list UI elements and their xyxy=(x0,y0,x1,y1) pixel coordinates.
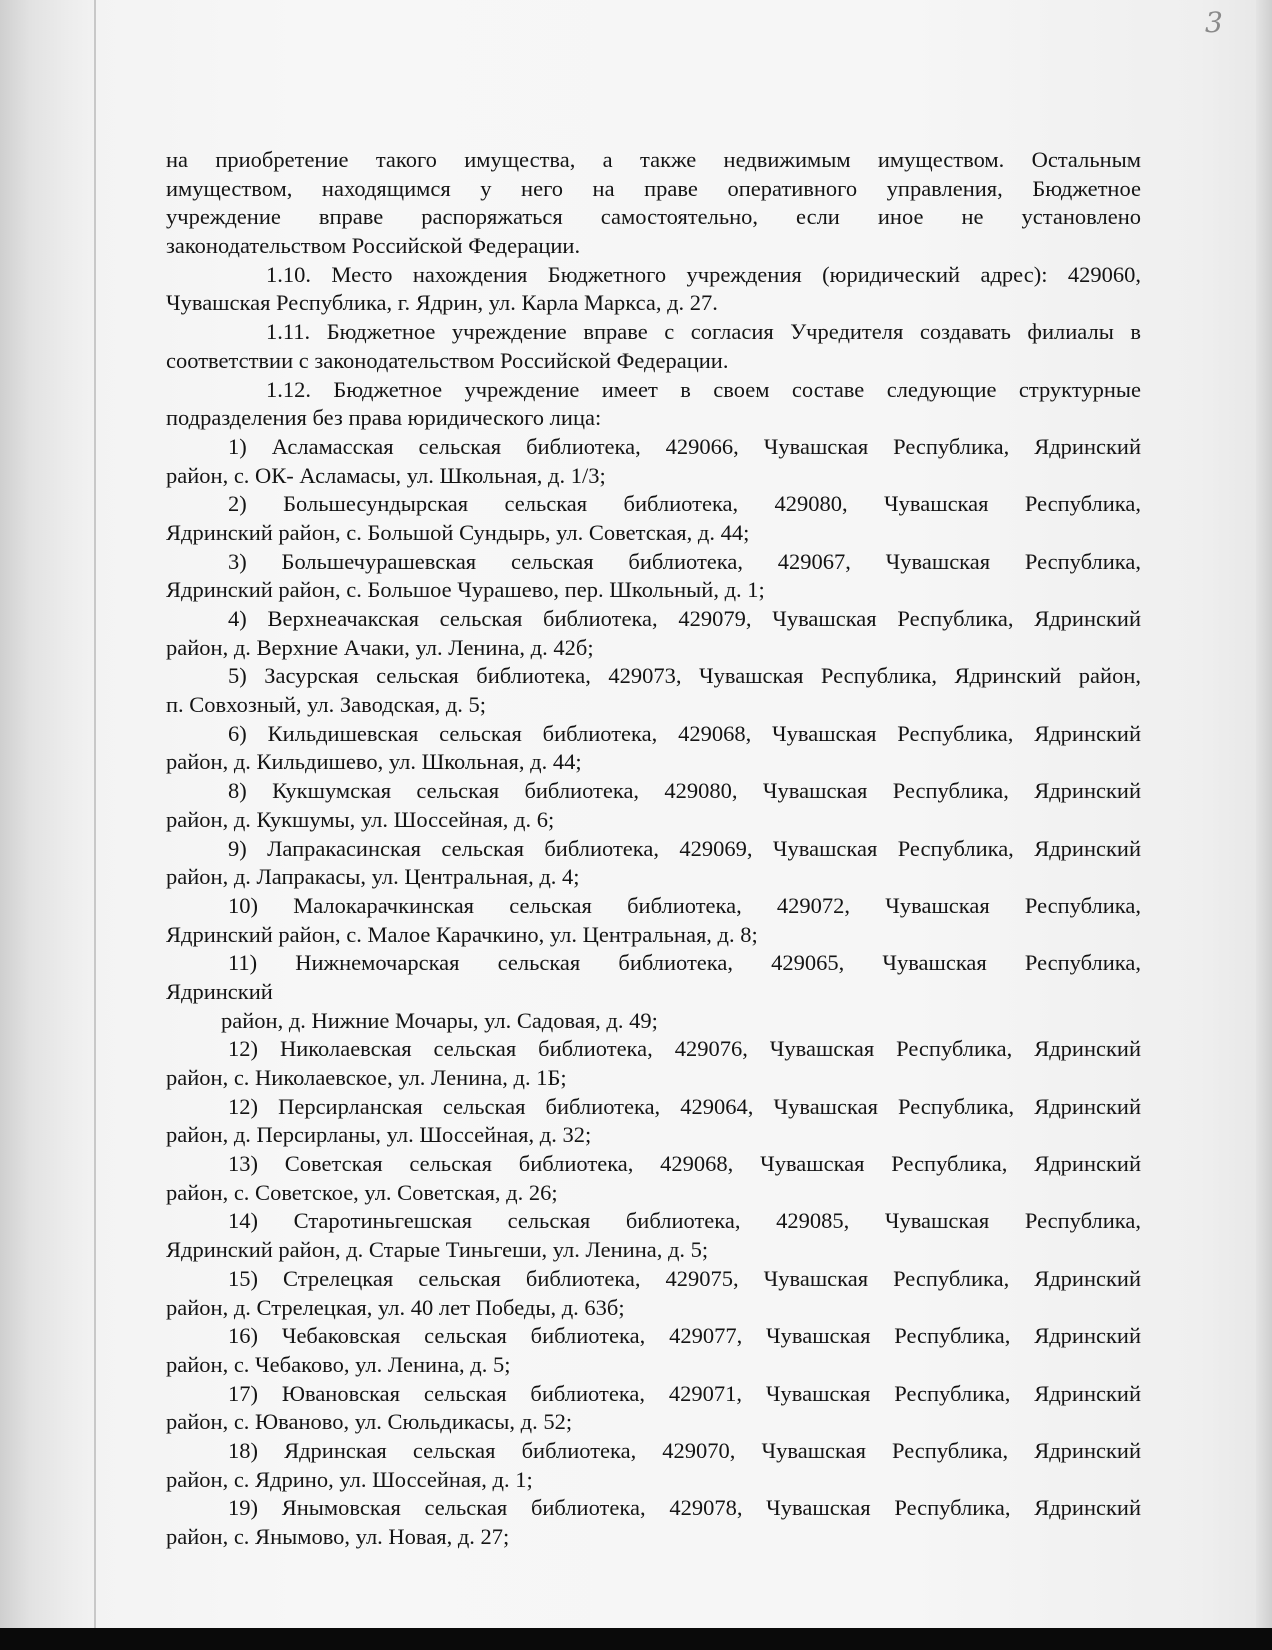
text-line: законодательством Российской Федерации. xyxy=(166,233,581,259)
page-fold-line xyxy=(94,0,96,1650)
list-item-cont: район, с. Юваново, ул. Сюльдикасы, д. 52; xyxy=(166,1409,573,1435)
clause-1-10-line: 1.10. Место нахождения Бюджетного учреждения (юридический адрес): 429060, xyxy=(266,261,1141,287)
text-line: учреждение вправе распоряжаться самостоятельно, если иное не установлено xyxy=(166,204,1141,230)
list-item-cont: район, с. Чебаково, ул. Ленина, д. 5; xyxy=(166,1351,511,1377)
list-item-cont: район, д. Стрелецкая, ул. 40 лет Победы, д. 63б; xyxy=(166,1294,625,1320)
list-item-cont: Ядринский район, с. Большой Сундырь, ул. Советская, д. 44; xyxy=(166,519,750,545)
list-item-start: 4) Верхнеачакская сельская библиотека, 429079, Чувашская Республика, Ядринский xyxy=(228,606,1141,631)
list-item-cont: район, с. Янымово, ул. Новая, д. 27; xyxy=(166,1524,510,1549)
document-body xyxy=(166,146,1141,1552)
text-line: на приобретение такого имущества, а также недвижимым имуществом. Остальным xyxy=(166,147,1141,172)
list-item-cont: район, д. Верхние Ачаки, ул. Ленина, д. 42б; xyxy=(166,634,594,660)
list-item-start: 10) Малокарачкинская сельская библиотека, 429072, Чувашская Республика, xyxy=(228,892,1141,918)
list-item-start: 8) Кукшумская сельская библиотека, 429080, Чувашская Республика, Ядринский xyxy=(228,778,1141,804)
list-item-cont: район, д. Кукшумы, ул. Шоссейная, д. 6; xyxy=(166,806,555,832)
handwritten-page-number: 3 xyxy=(1205,6,1223,39)
text-line: имуществом, находящимся у него на праве оперативного управления, Бюджетное xyxy=(166,175,1141,201)
page-left-edge xyxy=(0,0,95,1650)
list-item-start: 15) Стрелецкая сельская библиотека, 429075, Чувашская Республика, Ядринский xyxy=(228,1265,1141,1291)
list-item-start: 12) Персирланская сельская библиотека, 429064, Чувашская Республика, Ядринский xyxy=(228,1093,1141,1119)
list-item-start: 14) Старотиньгешская сельская библиотека, 429085, Чувашская Республика, xyxy=(228,1208,1141,1234)
list-item-start: 6) Кильдишевская сельская библиотека, 429068, Чувашская Республика, Ядринский xyxy=(228,720,1141,746)
clause-1-11-line: 1.11. Бюджетное учреждение вправе с согласия Учредителя создавать филиалы в xyxy=(266,319,1141,345)
list-item-cont: Ядринский xyxy=(166,978,273,1004)
clause-1-12-line: 1.12. Бюджетное учреждение имеет в своем составе следующие структурные xyxy=(266,376,1141,402)
list-item-start: 3) Большечурашевская сельская библиотека, 429067, Чувашская Республика, xyxy=(228,548,1141,574)
list-item-cont: район, с. Ядрино, ул. Шоссейная, д. 1; xyxy=(166,1466,533,1492)
page-right-edge xyxy=(1256,0,1272,1650)
list-item-cont: район, д. Нижние Мочары, ул. Садовая, д. 49; xyxy=(221,1007,658,1033)
list-item-start: 5) Засурская сельская библиотека, 429073, Чувашская Республика, Ядринский район, xyxy=(228,663,1141,689)
list-item-cont: район, д. Персирланы, ул. Шоссейная, д. 32; xyxy=(166,1122,592,1148)
list-item-cont: Ядринский район, д. Старые Тиньгеши, ул. Ленина, д. 5; xyxy=(166,1237,709,1263)
list-item-cont: район, с. ОК- Асламасы, ул. Школьная, д. 1/3; xyxy=(166,462,606,488)
list-item-start: 13) Советская сельская библиотека, 429068, Чувашская Республика, Ядринский xyxy=(228,1151,1141,1177)
list-item-start: 9) Лапракасинская сельская библиотека, 429069, Чувашская Республика, Ядринский xyxy=(228,835,1141,861)
list-item-start: 1) Асламасская сельская библиотека, 429066, Чувашская Республика, Ядринский xyxy=(228,433,1141,459)
list-item-cont: Ядринский район, с. Малое Карачкино, ул. Центральная, д. 8; xyxy=(166,921,758,947)
list-item-start: 18) Ядринская сельская библиотека, 429070, Чувашская Республика, Ядринский xyxy=(228,1437,1141,1463)
list-item-start: 11) Нижнемочарская сельская библиотека, 429065, Чувашская Республика, xyxy=(228,950,1141,976)
list-item-cont: Ядринский район, с. Большое Чурашево, пер. Школьный, д. 1; xyxy=(166,577,765,603)
scan-bottom-border xyxy=(0,1628,1272,1650)
list-item-cont: район, с. Николаевское, ул. Ленина, д. 1Б; xyxy=(166,1065,567,1090)
list-item-start: 17) Ювановская сельская библиотека, 429071, Чувашская Республика, Ядринский xyxy=(228,1380,1141,1406)
list-item-start: 2) Большесундырская сельская библиотека, 429080, Чувашская Республика, xyxy=(228,491,1141,517)
list-item-cont: район, д. Лапракасы, ул. Центральная, д. 4; xyxy=(166,864,580,890)
text-line: подразделения без права юридического лица: xyxy=(166,405,602,431)
list-item-start: 16) Чебаковская сельская библиотека, 429077, Чувашская Республика, Ядринский xyxy=(228,1323,1141,1349)
list-item-cont: п. Совхозный, ул. Заводская, д. 5; xyxy=(166,692,487,718)
text-line: соответствии с законодательством Российской Федерации. xyxy=(166,347,729,373)
list-item-cont: район, д. Кильдишево, ул. Школьная, д. 44; xyxy=(166,749,582,775)
list-item-start: 19) Янымовская сельская библиотека, 429078, Чувашская Республика, Ядринский xyxy=(228,1495,1141,1521)
list-item-cont: район, с. Советское, ул. Советская, д. 26; xyxy=(166,1179,558,1205)
list-item-start: 12) Николаевская сельская библиотека, 429076, Чувашская Республика, Ядринский xyxy=(228,1036,1141,1062)
text-line: Чувашская Республика, г. Ядрин, ул. Карла Маркса, д. 27. xyxy=(166,290,718,316)
